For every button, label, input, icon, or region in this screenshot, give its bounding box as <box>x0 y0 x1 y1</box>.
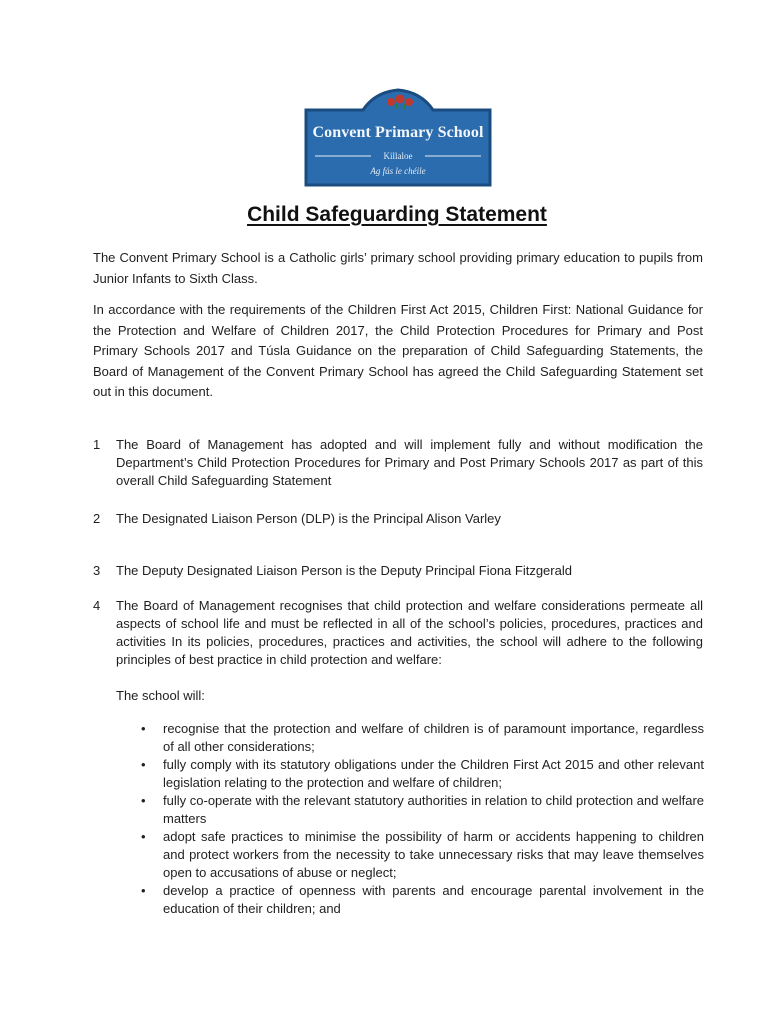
list-item <box>138 882 704 918</box>
item-number: 2 <box>93 511 101 526</box>
item-text: The Board of Management recognises that child protection and welfare considerations permeate all aspects of school life and must be reflected in all of the school’s policies, procedures, practices and activities In its policies, procedures, practices and activities, the school will adhere to the following principles of best practice in child protection and welfare: <box>116 598 703 667</box>
bullet-icon: • <box>141 883 146 898</box>
principles-list <box>138 720 704 918</box>
school-logo <box>303 88 493 188</box>
logo-school-name: Convent Primary School <box>312 124 484 141</box>
numbered-item <box>93 562 703 580</box>
item-text: The Board of Management has adopted and will implement fully and without modification the Department’s Child Protection Procedures for Primary and Post Primary Schools 2017 as part of this overall Child Safeguarding Statement <box>116 437 703 488</box>
list-item-text: adopt safe practices to minimise the possibility of harm or accidents happening to children and protect workers from the necessity to take unnecessary risks that may leave themselves open to accusations of abuse or neglect; <box>163 829 704 880</box>
logo-town-name: Killaloe <box>383 151 413 161</box>
document-title: Child Safeguarding Statement <box>247 203 547 226</box>
list-item <box>138 720 704 756</box>
list-item <box>138 828 704 882</box>
bullet-icon: • <box>141 757 146 772</box>
item-number: 3 <box>93 563 101 578</box>
school-will-heading: The school will: <box>116 688 205 703</box>
list-item <box>138 792 704 828</box>
item-text: The Deputy Designated Liaison Person is the Deputy Principal Fiona Fitzgerald <box>116 563 572 578</box>
intro-paragraph-2: In accordance with the requirements of the Children First Act 2015, Children First: National Guidance for the Protection and Welfare of Children 2017, the Child Protection Procedures for Primary and Post Primary Schools 2017 and Túsla Guidance on the preparation of Child Safeguarding Statements, the Board of Management of the Convent Primary School has agreed the Child Safeguarding Statement set out in this document. <box>93 302 703 399</box>
logo-motto: Ag fás le chéile <box>370 166 426 176</box>
item-text: The Designated Liaison Person (DLP) is the Principal Alison Varley <box>116 511 501 526</box>
list-item-text: recognise that the protection and welfare of children is of paramount importance, regardless of all other considerations; <box>163 721 704 754</box>
bullet-icon: • <box>141 793 146 808</box>
item-number: 4 <box>93 598 101 613</box>
numbered-item <box>93 436 703 490</box>
bullet-icon: • <box>141 829 146 844</box>
list-item-text: develop a practice of openness with parents and encourage parental involvement in the education of their children; and <box>163 883 704 916</box>
bullet-icon: • <box>141 721 146 736</box>
list-item-text: fully comply with its statutory obligations under the Children First Act 2015 and other relevant legislation relating to the protection and welfare of children; <box>163 757 704 790</box>
item-number: 1 <box>93 437 101 452</box>
list-item-text: fully co-operate with the relevant statutory authorities in relation to child protection and welfare matters <box>163 793 704 826</box>
intro-paragraph-1: The Convent Primary School is a Catholic girls’ primary school providing primary education to pupils from Junior Infants to Sixth Class. <box>93 250 703 286</box>
numbered-item <box>93 597 703 669</box>
list-item <box>138 756 704 792</box>
numbered-item <box>93 510 703 528</box>
